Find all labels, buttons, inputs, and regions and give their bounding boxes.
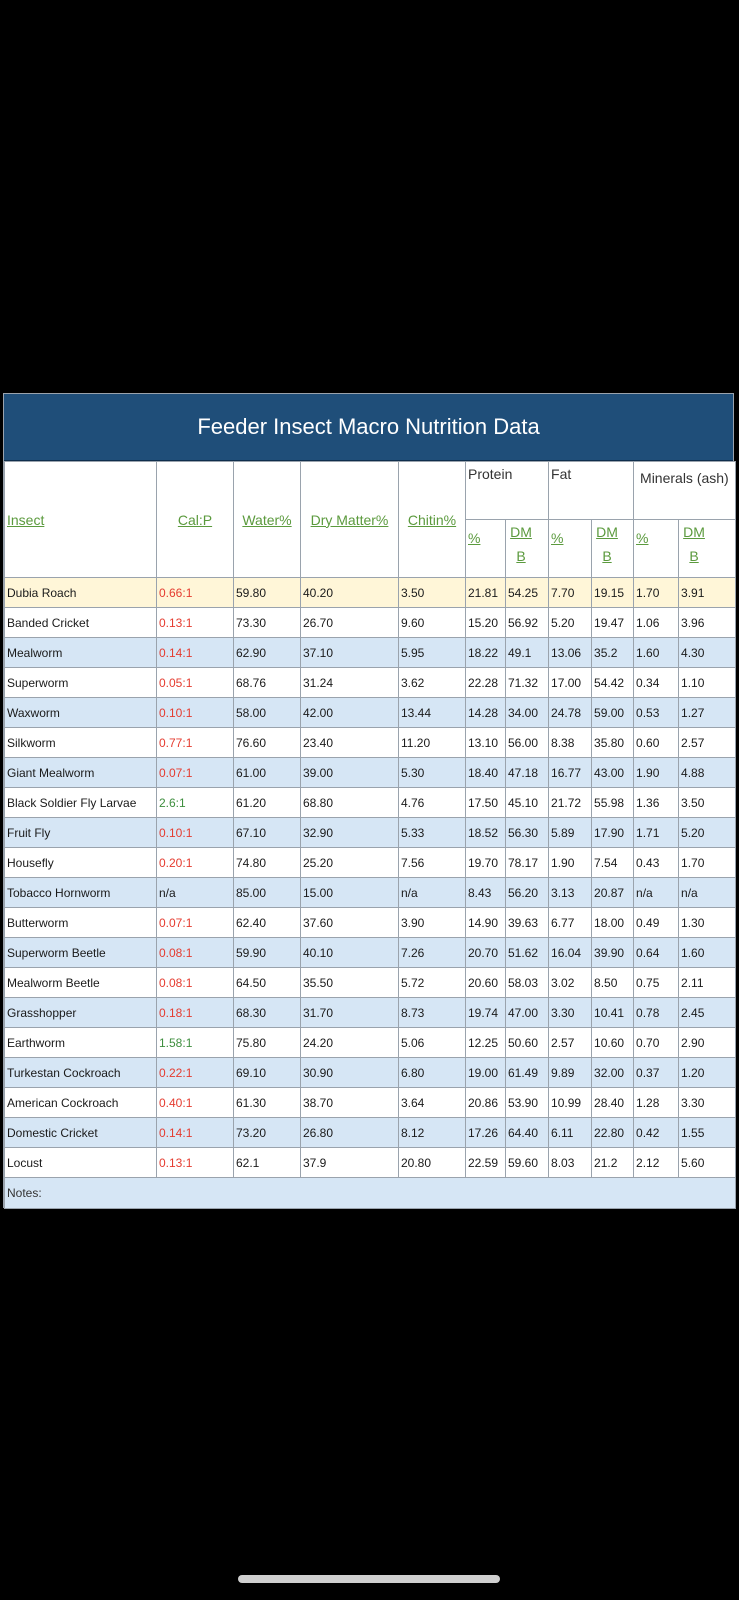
cell-calp: 0.05:1 xyxy=(157,668,234,698)
cell-fat-dmb: 43.00 xyxy=(592,758,634,788)
cell-calp: 0.22:1 xyxy=(157,1058,234,1088)
cell-min-pct: n/a xyxy=(634,878,679,908)
cell-calp: 0.14:1 xyxy=(157,1118,234,1148)
cell-fat-dmb: 32.00 xyxy=(592,1058,634,1088)
cell-fat-pct: 3.02 xyxy=(549,968,592,998)
cell-protein-dmb: 59.60 xyxy=(506,1148,549,1178)
cell-fat-dmb: 8.50 xyxy=(592,968,634,998)
cell-dry: 23.40 xyxy=(301,728,399,758)
cell-insect: Tobacco Hornworm xyxy=(5,878,157,908)
cell-water: 67.10 xyxy=(234,818,301,848)
cell-chitin: 5.06 xyxy=(399,1028,466,1058)
cell-water: 61.00 xyxy=(234,758,301,788)
cell-min-dmb: 2.45 xyxy=(679,998,736,1028)
cell-insect: Housefly xyxy=(5,848,157,878)
cell-water: 61.30 xyxy=(234,1088,301,1118)
cell-dry: 42.00 xyxy=(301,698,399,728)
cell-protein-dmb: 54.25 xyxy=(506,578,549,608)
table-row xyxy=(5,848,736,878)
cell-protein-pct: 17.26 xyxy=(466,1118,506,1148)
cell-fat-pct: 21.72 xyxy=(549,788,592,818)
col-header-insect[interactable]: Insect xyxy=(5,462,157,578)
cell-fat-dmb: 7.54 xyxy=(592,848,634,878)
cell-insect: Waxworm xyxy=(5,698,157,728)
cell-protein-pct: 22.59 xyxy=(466,1148,506,1178)
cell-calp: 0.66:1 xyxy=(157,578,234,608)
cell-protein-dmb: 53.90 xyxy=(506,1088,549,1118)
table-row xyxy=(5,698,736,728)
col-header-dry-matter[interactable]: Dry Matter% xyxy=(301,462,399,578)
table-row xyxy=(5,1028,736,1058)
cell-chitin: 11.20 xyxy=(399,728,466,758)
cell-chitin: 3.90 xyxy=(399,908,466,938)
cell-dry: 31.24 xyxy=(301,668,399,698)
table-row xyxy=(5,938,736,968)
cell-water: 68.76 xyxy=(234,668,301,698)
cell-insect: Butterworm xyxy=(5,908,157,938)
table-row xyxy=(5,908,736,938)
cell-min-pct: 1.90 xyxy=(634,758,679,788)
cell-protein-dmb: 71.32 xyxy=(506,668,549,698)
cell-protein-dmb: 34.00 xyxy=(506,698,549,728)
cell-chitin: 3.64 xyxy=(399,1088,466,1118)
cell-min-dmb: 2.90 xyxy=(679,1028,736,1058)
table-row xyxy=(5,758,736,788)
cell-fat-pct: 24.78 xyxy=(549,698,592,728)
cell-protein-pct: 21.81 xyxy=(466,578,506,608)
cell-calp: 0.07:1 xyxy=(157,758,234,788)
cell-fat-pct: 3.13 xyxy=(549,878,592,908)
cell-water: 73.20 xyxy=(234,1118,301,1148)
cell-protein-dmb: 45.10 xyxy=(506,788,549,818)
cell-protein-pct: 17.50 xyxy=(466,788,506,818)
cell-dry: 38.70 xyxy=(301,1088,399,1118)
cell-water: 62.90 xyxy=(234,638,301,668)
cell-calp: 0.14:1 xyxy=(157,638,234,668)
cell-protein-pct: 8.43 xyxy=(466,878,506,908)
cell-chitin: 7.26 xyxy=(399,938,466,968)
cell-dry: 26.80 xyxy=(301,1118,399,1148)
cell-chitin: 5.72 xyxy=(399,968,466,998)
nutrition-panel xyxy=(3,393,734,1208)
cell-min-dmb: n/a xyxy=(679,878,736,908)
cell-insect: Superworm Beetle xyxy=(5,938,157,968)
cell-insect: Mealworm Beetle xyxy=(5,968,157,998)
cell-calp: 0.08:1 xyxy=(157,938,234,968)
cell-min-dmb: 3.91 xyxy=(679,578,736,608)
cell-protein-dmb: 78.17 xyxy=(506,848,549,878)
cell-chitin: 20.80 xyxy=(399,1148,466,1178)
cell-dry: 40.10 xyxy=(301,938,399,968)
cell-protein-dmb: 56.30 xyxy=(506,818,549,848)
table-row xyxy=(5,668,736,698)
cell-protein-dmb: 64.40 xyxy=(506,1118,549,1148)
cell-min-pct: 0.42 xyxy=(634,1118,679,1148)
cell-min-pct: 0.75 xyxy=(634,968,679,998)
table-row xyxy=(5,608,736,638)
cell-protein-dmb: 47.00 xyxy=(506,998,549,1028)
cell-min-dmb: 1.60 xyxy=(679,938,736,968)
cell-chitin: 5.33 xyxy=(399,818,466,848)
cell-water: 58.00 xyxy=(234,698,301,728)
cell-fat-dmb: 10.41 xyxy=(592,998,634,1028)
cell-min-pct: 0.37 xyxy=(634,1058,679,1088)
cell-insect: Earthworm xyxy=(5,1028,157,1058)
cell-dry: 24.20 xyxy=(301,1028,399,1058)
cell-chitin: n/a xyxy=(399,878,466,908)
cell-water: 85.00 xyxy=(234,878,301,908)
cell-min-dmb: 1.27 xyxy=(679,698,736,728)
cell-min-dmb: 1.55 xyxy=(679,1118,736,1148)
cell-chitin: 3.62 xyxy=(399,668,466,698)
cell-protein-dmb: 50.60 xyxy=(506,1028,549,1058)
col-header-protein-dmb[interactable]: DMB xyxy=(506,520,549,578)
cell-water: 76.60 xyxy=(234,728,301,758)
cell-protein-pct: 18.40 xyxy=(466,758,506,788)
cell-fat-pct: 5.20 xyxy=(549,608,592,638)
cell-dry: 37.60 xyxy=(301,908,399,938)
cell-fat-pct: 8.38 xyxy=(549,728,592,758)
cell-fat-dmb: 22.80 xyxy=(592,1118,634,1148)
cell-protein-pct: 13.10 xyxy=(466,728,506,758)
cell-min-dmb: 1.10 xyxy=(679,668,736,698)
cell-fat-dmb: 28.40 xyxy=(592,1088,634,1118)
cell-fat-pct: 8.03 xyxy=(549,1148,592,1178)
cell-calp: 0.08:1 xyxy=(157,968,234,998)
cell-calp: 0.77:1 xyxy=(157,728,234,758)
cell-water: 59.80 xyxy=(234,578,301,608)
cell-fat-dmb: 59.00 xyxy=(592,698,634,728)
cell-fat-dmb: 19.15 xyxy=(592,578,634,608)
cell-protein-pct: 18.22 xyxy=(466,638,506,668)
cell-protein-pct: 19.70 xyxy=(466,848,506,878)
cell-fat-pct: 13.06 xyxy=(549,638,592,668)
table-row xyxy=(5,578,736,608)
cell-fat-pct: 9.89 xyxy=(549,1058,592,1088)
cell-dry: 25.20 xyxy=(301,848,399,878)
cell-fat-dmb: 17.90 xyxy=(592,818,634,848)
cell-fat-pct: 6.11 xyxy=(549,1118,592,1148)
table-row xyxy=(5,818,736,848)
cell-protein-pct: 14.90 xyxy=(466,908,506,938)
cell-water: 74.80 xyxy=(234,848,301,878)
cell-calp: 0.13:1 xyxy=(157,1148,234,1178)
cell-insect: Mealworm xyxy=(5,638,157,668)
cell-min-dmb: 1.20 xyxy=(679,1058,736,1088)
cell-insect: Silkworm xyxy=(5,728,157,758)
cell-protein-pct: 19.00 xyxy=(466,1058,506,1088)
cell-protein-pct: 20.60 xyxy=(466,968,506,998)
cell-chitin: 6.80 xyxy=(399,1058,466,1088)
table-row xyxy=(5,1148,736,1178)
home-indicator[interactable] xyxy=(238,1575,500,1583)
cell-protein-pct: 19.74 xyxy=(466,998,506,1028)
cell-min-pct: 1.28 xyxy=(634,1088,679,1118)
table-row xyxy=(5,878,736,908)
cell-dry: 15.00 xyxy=(301,878,399,908)
cell-calp: 1.58:1 xyxy=(157,1028,234,1058)
cell-fat-dmb: 19.47 xyxy=(592,608,634,638)
cell-chitin: 13.44 xyxy=(399,698,466,728)
cell-min-pct: 0.49 xyxy=(634,908,679,938)
col-header-fat-dmb[interactable]: DMB xyxy=(592,520,634,578)
cell-fat-pct: 3.30 xyxy=(549,998,592,1028)
cell-protein-dmb: 47.18 xyxy=(506,758,549,788)
cell-protein-dmb: 61.49 xyxy=(506,1058,549,1088)
notes-cell: Notes: xyxy=(5,1178,736,1209)
cell-fat-pct: 6.77 xyxy=(549,908,592,938)
cell-fat-pct: 17.00 xyxy=(549,668,592,698)
cell-fat-dmb: 18.00 xyxy=(592,908,634,938)
cell-min-pct: 1.70 xyxy=(634,578,679,608)
cell-insect: Grasshopper xyxy=(5,998,157,1028)
cell-protein-pct: 18.52 xyxy=(466,818,506,848)
cell-fat-pct: 10.99 xyxy=(549,1088,592,1118)
cell-calp: 0.07:1 xyxy=(157,908,234,938)
cell-min-dmb: 4.88 xyxy=(679,758,736,788)
group-header-protein: Protein xyxy=(466,462,549,520)
cell-protein-pct: 20.70 xyxy=(466,938,506,968)
table-body xyxy=(5,578,736,1178)
cell-calp: 2.6:1 xyxy=(157,788,234,818)
cell-fat-pct: 16.77 xyxy=(549,758,592,788)
cell-min-dmb: 1.30 xyxy=(679,908,736,938)
cell-water: 69.10 xyxy=(234,1058,301,1088)
cell-water: 61.20 xyxy=(234,788,301,818)
cell-min-dmb: 5.60 xyxy=(679,1148,736,1178)
cell-water: 62.40 xyxy=(234,908,301,938)
cell-dry: 37.10 xyxy=(301,638,399,668)
col-header-fat-pct[interactable]: % xyxy=(549,520,592,578)
cell-min-pct: 0.43 xyxy=(634,848,679,878)
cell-chitin: 8.12 xyxy=(399,1118,466,1148)
cell-water: 75.80 xyxy=(234,1028,301,1058)
col-header-minerals-pct[interactable]: % xyxy=(634,520,679,578)
table-row xyxy=(5,728,736,758)
cell-min-pct: 2.12 xyxy=(634,1148,679,1178)
cell-insect: Locust xyxy=(5,1148,157,1178)
cell-min-pct: 1.71 xyxy=(634,818,679,848)
cell-protein-pct: 22.28 xyxy=(466,668,506,698)
cell-calp: 0.10:1 xyxy=(157,818,234,848)
cell-protein-pct: 12.25 xyxy=(466,1028,506,1058)
cell-calp: 0.40:1 xyxy=(157,1088,234,1118)
cell-fat-pct: 16.04 xyxy=(549,938,592,968)
cell-calp: 0.18:1 xyxy=(157,998,234,1028)
cell-water: 59.90 xyxy=(234,938,301,968)
cell-chitin: 4.76 xyxy=(399,788,466,818)
cell-insect: American Cockroach xyxy=(5,1088,157,1118)
cell-min-pct: 0.70 xyxy=(634,1028,679,1058)
cell-dry: 30.90 xyxy=(301,1058,399,1088)
cell-dry: 32.90 xyxy=(301,818,399,848)
col-header-chitin[interactable]: Chitin% xyxy=(399,462,466,578)
cell-protein-dmb: 56.00 xyxy=(506,728,549,758)
cell-calp: 0.20:1 xyxy=(157,848,234,878)
cell-dry: 39.00 xyxy=(301,758,399,788)
cell-dry: 26.70 xyxy=(301,608,399,638)
cell-chitin: 9.60 xyxy=(399,608,466,638)
cell-insect: Domestic Cricket xyxy=(5,1118,157,1148)
table-row xyxy=(5,1118,736,1148)
cell-min-pct: 0.64 xyxy=(634,938,679,968)
cell-protein-dmb: 58.03 xyxy=(506,968,549,998)
cell-fat-dmb: 54.42 xyxy=(592,668,634,698)
col-header-protein-pct[interactable]: % xyxy=(466,520,506,578)
cell-protein-dmb: 56.20 xyxy=(506,878,549,908)
cell-min-dmb: 4.30 xyxy=(679,638,736,668)
cell-min-pct: 1.06 xyxy=(634,608,679,638)
cell-chitin: 5.30 xyxy=(399,758,466,788)
cell-protein-dmb: 49.1 xyxy=(506,638,549,668)
cell-dry: 31.70 xyxy=(301,998,399,1028)
cell-protein-pct: 15.20 xyxy=(466,608,506,638)
table-row xyxy=(5,638,736,668)
cell-min-pct: 0.34 xyxy=(634,668,679,698)
cell-min-pct: 1.60 xyxy=(634,638,679,668)
group-header-fat: Fat xyxy=(549,462,634,520)
table-title: Feeder Insect Macro Nutrition Data xyxy=(4,394,733,461)
col-header-calp[interactable]: Cal:P xyxy=(157,462,234,578)
cell-fat-dmb: 55.98 xyxy=(592,788,634,818)
table-row xyxy=(5,998,736,1028)
cell-min-pct: 0.60 xyxy=(634,728,679,758)
cell-chitin: 8.73 xyxy=(399,998,466,1028)
cell-fat-pct: 5.89 xyxy=(549,818,592,848)
cell-water: 73.30 xyxy=(234,608,301,638)
cell-min-pct: 0.78 xyxy=(634,998,679,1028)
cell-fat-dmb: 39.90 xyxy=(592,938,634,968)
cell-insect: Dubia Roach xyxy=(5,578,157,608)
cell-calp: 0.10:1 xyxy=(157,698,234,728)
cell-fat-dmb: 35.2 xyxy=(592,638,634,668)
cell-dry: 37.9 xyxy=(301,1148,399,1178)
cell-protein-pct: 14.28 xyxy=(466,698,506,728)
cell-fat-dmb: 10.60 xyxy=(592,1028,634,1058)
cell-dry: 35.50 xyxy=(301,968,399,998)
cell-min-pct: 0.53 xyxy=(634,698,679,728)
cell-insect: Superworm xyxy=(5,668,157,698)
cell-fat-dmb: 21.2 xyxy=(592,1148,634,1178)
cell-chitin: 5.95 xyxy=(399,638,466,668)
cell-min-dmb: 3.96 xyxy=(679,608,736,638)
nutrition-table xyxy=(4,461,736,1209)
cell-chitin: 7.56 xyxy=(399,848,466,878)
col-header-water[interactable]: Water% xyxy=(234,462,301,578)
cell-min-dmb: 2.57 xyxy=(679,728,736,758)
cell-min-dmb: 2.11 xyxy=(679,968,736,998)
cell-insect: Banded Cricket xyxy=(5,608,157,638)
cell-chitin: 3.50 xyxy=(399,578,466,608)
table-row xyxy=(5,1058,736,1088)
cell-water: 68.30 xyxy=(234,998,301,1028)
cell-water: 62.1 xyxy=(234,1148,301,1178)
cell-fat-pct: 7.70 xyxy=(549,578,592,608)
cell-dry: 40.20 xyxy=(301,578,399,608)
group-header-minerals: Minerals (ash) xyxy=(634,462,736,520)
cell-min-dmb: 3.50 xyxy=(679,788,736,818)
cell-min-dmb: 3.30 xyxy=(679,1088,736,1118)
table-row xyxy=(5,788,736,818)
cell-water: 64.50 xyxy=(234,968,301,998)
cell-min-dmb: 5.20 xyxy=(679,818,736,848)
col-header-minerals-dmb[interactable]: DMB xyxy=(679,520,736,578)
cell-protein-dmb: 39.63 xyxy=(506,908,549,938)
cell-dry: 68.80 xyxy=(301,788,399,818)
cell-protein-pct: 20.86 xyxy=(466,1088,506,1118)
table-row xyxy=(5,968,736,998)
cell-fat-pct: 2.57 xyxy=(549,1028,592,1058)
cell-insect: Turkestan Cockroach xyxy=(5,1058,157,1088)
cell-insect: Giant Mealworm xyxy=(5,758,157,788)
cell-insect: Fruit Fly xyxy=(5,818,157,848)
table-row xyxy=(5,1088,736,1118)
cell-calp: n/a xyxy=(157,878,234,908)
cell-fat-pct: 1.90 xyxy=(549,848,592,878)
cell-protein-dmb: 56.92 xyxy=(506,608,549,638)
cell-insect: Black Soldier Fly Larvae xyxy=(5,788,157,818)
cell-calp: 0.13:1 xyxy=(157,608,234,638)
cell-min-dmb: 1.70 xyxy=(679,848,736,878)
cell-protein-dmb: 51.62 xyxy=(506,938,549,968)
cell-fat-dmb: 35.80 xyxy=(592,728,634,758)
cell-fat-dmb: 20.87 xyxy=(592,878,634,908)
cell-min-pct: 1.36 xyxy=(634,788,679,818)
